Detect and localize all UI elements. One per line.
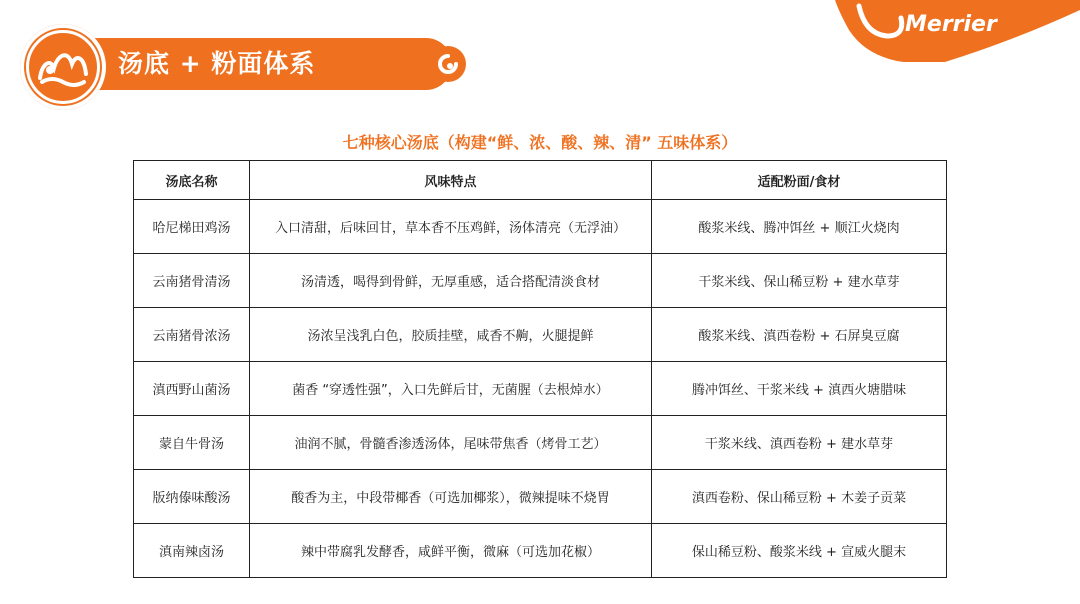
table-header-row bbox=[134, 161, 947, 200]
brand-name: Merrier bbox=[905, 12, 997, 37]
flavor-cell: 入口清甜，后味回甘，草本香不压鸡鲜，汤体清亮（无浮油） bbox=[250, 200, 652, 254]
header-banner bbox=[0, 38, 470, 90]
pairing-cell: 酸浆米线、腾冲饵丝 + 顺江火烧肉 bbox=[652, 200, 947, 254]
column-header: 风味特点 bbox=[250, 161, 652, 200]
flavor-cell: 汤浓呈浅乳白色，胶质挂壁，咸香不齁，火腿提鲜 bbox=[250, 308, 652, 362]
flavor-cell: 汤清透，喝得到骨鲜，无厚重感，适合搭配清淡食材 bbox=[250, 254, 652, 308]
flavor-cell: 酸香为主，中段带椰香（可选加椰浆），微辣提味不烧胃 bbox=[250, 470, 652, 524]
section-title: 七种核心汤底（构建“鲜、浓、酸、辣、清” 五味体系） bbox=[342, 133, 738, 152]
page-title: 汤底 + 粉面体系 bbox=[118, 49, 316, 78]
soup-name-cell: 蒙自牛骨汤 bbox=[134, 416, 250, 470]
table-row bbox=[134, 200, 947, 254]
soup-name-cell: 云南猪骨浓汤 bbox=[134, 308, 250, 362]
flavor-cell: 油润不腻，骨髓香渗透汤体，尾味带焦香（烤骨工艺） bbox=[250, 416, 652, 470]
soup-name-cell: 滇西野山菌汤 bbox=[134, 362, 250, 416]
table-row bbox=[134, 308, 947, 362]
mountain-icon bbox=[20, 24, 106, 110]
pairing-cell: 酸浆米线、滇西卷粉 + 石屏臭豆腐 bbox=[652, 308, 947, 362]
soup-name-cell: 版纳傣味酸汤 bbox=[134, 470, 250, 524]
flavor-cell: 辣中带腐乳发酵香，咸鲜平衡，微麻（可选加花椒） bbox=[250, 524, 652, 578]
table-row bbox=[134, 416, 947, 470]
table-row bbox=[134, 254, 947, 308]
brand-logo bbox=[835, 0, 1080, 62]
pairing-cell: 保山稀豆粉、酸浆米线 + 宣威火腿末 bbox=[652, 524, 947, 578]
pairing-cell: 干浆米线、保山稀豆粉 + 建水草芽 bbox=[652, 254, 947, 308]
column-header: 适配粉面/食材 bbox=[652, 161, 947, 200]
soup-table bbox=[133, 160, 947, 578]
flavor-cell: 菌香 “穿透性强”，入口先鲜后甘，无菌腥（去根焯水） bbox=[250, 362, 652, 416]
table-row bbox=[134, 524, 947, 578]
column-header: 汤底名称 bbox=[134, 161, 250, 200]
pairing-cell: 腾冲饵丝、干浆米线 + 滇西火塘腊味 bbox=[652, 362, 947, 416]
table-row bbox=[134, 362, 947, 416]
soup-name-cell: 云南猪骨清汤 bbox=[134, 254, 250, 308]
mountain-wave-logo-icon bbox=[20, 24, 106, 110]
table-row bbox=[134, 470, 947, 524]
swirl-icon bbox=[428, 44, 468, 84]
soup-name-cell: 哈尼梯田鸡汤 bbox=[134, 200, 250, 254]
pairing-cell: 滇西卷粉、保山稀豆粉 + 木姜子贡菜 bbox=[652, 470, 947, 524]
soup-name-cell: 滇南辣卤汤 bbox=[134, 524, 250, 578]
watermark bbox=[103, 159, 130, 207]
pairing-cell: 干浆米线、滇西卷粉 + 建水草芽 bbox=[652, 416, 947, 470]
